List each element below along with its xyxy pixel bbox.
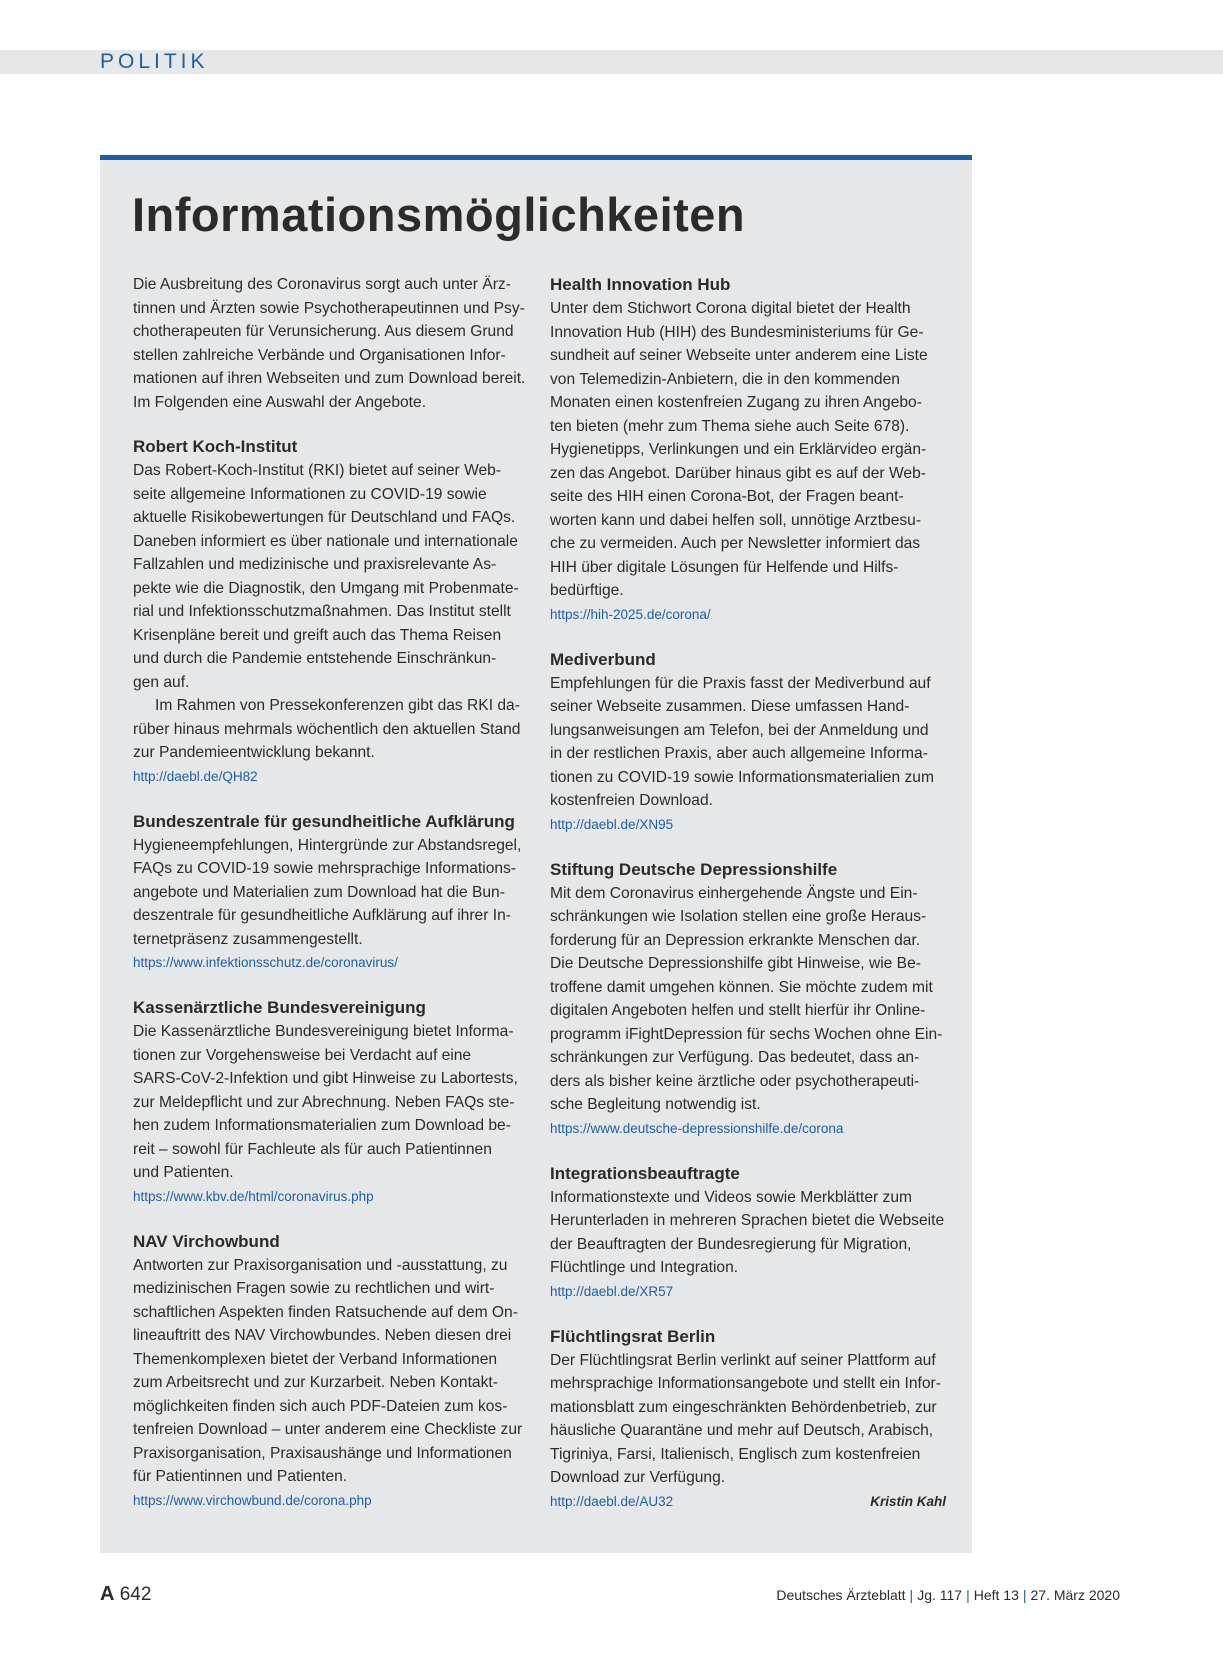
entry-rki (133, 435, 529, 789)
entry-text: Mit dem Coronavirus einhergehende Ängste und Ein- schränkungen wie Isolation stellen eine große Heraus- forderung für an Depression erkrankte Menschen dar. Die Deutsche Depressionshilfe gibt Hinweise, wie Be- troffene damit umgehen können. Sie möchte zudem mit digitalen Angeboten helfen und stellt hierfür ihr Online- programm iFightDepression für sechs Wochen ohne Ein- schränkungen zur Verfügung. Das bedeutet, dass an- ders als bisher keine ärztliche oder psychotherapeuti- sche Begleitung notwendig ist. (550, 884, 943, 1113)
journal-citation (776, 1583, 1120, 1607)
journal-issue: Heft 13 (973, 1587, 1019, 1603)
entry-link[interactable]: http://daebl.de/AU32 (550, 1493, 674, 1509)
left-column (133, 273, 529, 1534)
author-name: Kristin Kahl (870, 1493, 946, 1509)
journal-date: 27. März 2020 (1030, 1587, 1120, 1603)
separator: | (1022, 1587, 1027, 1603)
journal-name: Deutsches Ärzteblatt (776, 1587, 906, 1603)
entry-heading: Robert Koch-Institut (133, 437, 298, 456)
entry-heading: Integrationsbeauftragte (550, 1163, 740, 1183)
journal-volume: Jg. 117 (917, 1587, 963, 1603)
entry-heading: Health Innovation Hub (550, 275, 731, 294)
entry-heading: Kassenärztliche Bundesvereinigung (133, 998, 426, 1017)
page-prefix: A (100, 1583, 115, 1605)
entry-heading: Bundeszentrale für gesundheitliche Aufklärung (133, 811, 515, 831)
intro-text: Die Ausbreitung des Coronavirus sorgt auch unter Ärz- tinnen und Ärzten sowie Psychotherapeutinnen und Psy- chotherapeuten für Verunsicherung. Aus diesem Grund stellen zahlreiche Verbände und Organisationen Infor- mationen auf ihren Webseiten und zum Download bereit. Im Folgenden eine Auswahl der Angebote. (133, 276, 526, 411)
entry-heading: Mediverbund (550, 649, 656, 669)
entry-heading: Flüchtlingsrat Berlin (550, 1326, 716, 1346)
entry-depressionshilfe (550, 858, 946, 1141)
entry-text: Im Rahmen von Pressekonferenzen gibt das RKI da- rüber hinaus mehrmals wöchentlich den aktuellen Stand zur Pandemieentwicklung bekannt. (133, 697, 521, 761)
entry-text: Der Flüchtlingsrat Berlin verlinkt auf seiner Plattform auf mehrsprachige Informationsangebote und stellt ein Infor- mationsblatt zum eingeschränkten Behördenbetrieb, zur häusliche Quarantäne und mehr auf Deutsch, Arabisch, Tigriniya, Farsi, Italienisch, Englisch zum kostenfreien Download zur Verfügung. (550, 1351, 941, 1486)
entry-text: Informationstexte und Videos sowie Merkblätter zum Herunterladen in mehreren Sprachen bietet die Webseite der Beauftragten der Bundesregierung für Migration, Flüchtlinge und Integration. (550, 1188, 945, 1276)
page-number (100, 1582, 151, 1607)
entry-text: Empfehlungen für die Praxis fasst der Mediverbund auf seiner Webseite zusammen. Diese umfassen Hand- lungsanweisungen am Telefon, bei der Anmeldung und in der restlichen Praxis, aber auch allgemeine Informa- tionen zu COVID-19 sowie Informationsmaterialien zum kostenfreien Download. (550, 674, 934, 809)
entry-link[interactable]: https://www.infektionsschutz.de/coronavirus/ (133, 955, 398, 970)
entry-text: Unter dem Stichwort Corona digital bietet der Health Innovation Hub (HIH) des Bundesministeriums für Ge- sundheit auf seiner Webseite unter anderem eine Liste von Telemedizin-Anbietern, die in den kommenden Monaten einen kostenfreien Zugang zu ihren Angebo- ten bieten (mehr zum Thema siehe auch Seite 678). Hygienetipps, Verlinkungen und ein Erklärvideo ergän- zen das Angebot. Darüber hinaus gibt es auf der Web- seite des HIH einen Corona-Bot, der Fragen beant- worten kann und dabei helfen soll, unnötige Arztbesu- che zu vermeiden. Auch per Newsletter informiert das HIH über digitale Lösungen für Helfende und Hilfs- bedürftige. (550, 300, 928, 599)
entry-text: Hygieneempfehlungen, Hintergründe zur Abstandsregel, FAQs zu COVID-19 sowie mehrsprachige Informations- angebote und Materialien zum Download hat die Bun- deszentrale für gesundheitliche Aufklärung auf ihrer In- ternetpräsenz zusammengestellt. (133, 836, 522, 948)
entry-heading: NAV Virchowbund (133, 1231, 280, 1251)
entry-mediverbund (550, 648, 946, 837)
entry-text: Antworten zur Praxisorganisation und -ausstattung, zu medizinischen Fragen sowie zu rechtlichen und wirt- schaftlichen Aspekten finden Ratsuchende auf dem On- lineauftritt des NAV Virchowbundes. Neben diesen drei Themenkomplexen bietet der Verband Informationen zum Arbeitsrecht und zur Kurzarbeit. Neben Kontakt- möglichkeiten finden sich auch PDF-Dateien zum kos- tenfreien Download – unter anderem eine Checkliste zur Praxisorganisation, Praxisaushänge und Informationen für Patientinnen und Patienten. (133, 1256, 523, 1485)
entry-link[interactable]: http://daebl.de/QH82 (133, 768, 258, 784)
entry-link[interactable]: https://www.deutsche-depressionshilfe.de/corona (550, 1120, 844, 1136)
entry-link[interactable]: https://www.kbv.de/html/coronavirus.php (133, 1188, 374, 1204)
right-column (550, 273, 946, 1535)
box-title: Informationsmöglichkeiten (132, 188, 746, 241)
entry-link[interactable]: https://www.virchowbund.de/corona.php (133, 1492, 372, 1508)
section-label: POLITIK (100, 50, 209, 73)
entry-integrationsbeauftragte (550, 1162, 946, 1304)
entry-text: Das Robert-Koch-Institut (RKI) bietet auf seiner Web- seite allgemeine Informationen zu COVID-19 sowie aktuelle Risikobewertungen für Deutschland und FAQs. Daneben informiert es über nationale und internationale Fallzahlen und medizinische und praxisrelevante As- pekte wie die Diagnostik, den Umgang mit Probenmate- rial und Infektionsschutzmaßnahmen. Das Institut stellt Krisenpläne bereit und greift auch das Thema Reisen und durch die Pandemie entstehende Einschränkun- gen auf. (133, 462, 519, 691)
entry-hih (550, 273, 946, 627)
entry-heading: Stiftung Deutsche Depressionshilfe (550, 859, 838, 879)
entry-link[interactable]: http://daebl.de/XR57 (550, 1283, 674, 1299)
entry-nav (133, 1230, 529, 1513)
entry-text: Die Kassenärztliche Bundesvereinigung bietet Informa- tionen zur Vorgehensweise bei Verdacht auf eine SARS-CoV-2-Infektion und gibt Hinweise zu Labortests, zur Meldepflicht und zur Abrechnung. Neben FAQs ste- hen zudem Informationsmaterialien zum Download be- reit – sowohl für Fachleute als für auch Patientinnen und Patienten. (133, 1023, 518, 1181)
entry-link[interactable]: https://hih-2025.de/corona/ (550, 606, 711, 622)
entry-fluechtlingsrat (550, 1325, 946, 1514)
separator: | (909, 1587, 914, 1603)
separator: | (966, 1587, 970, 1603)
entry-link[interactable]: http://daebl.de/XN95 (550, 816, 674, 832)
page-number-value: 642 (119, 1584, 152, 1605)
entry-bzga (133, 810, 529, 976)
entry-kbv (133, 996, 529, 1209)
